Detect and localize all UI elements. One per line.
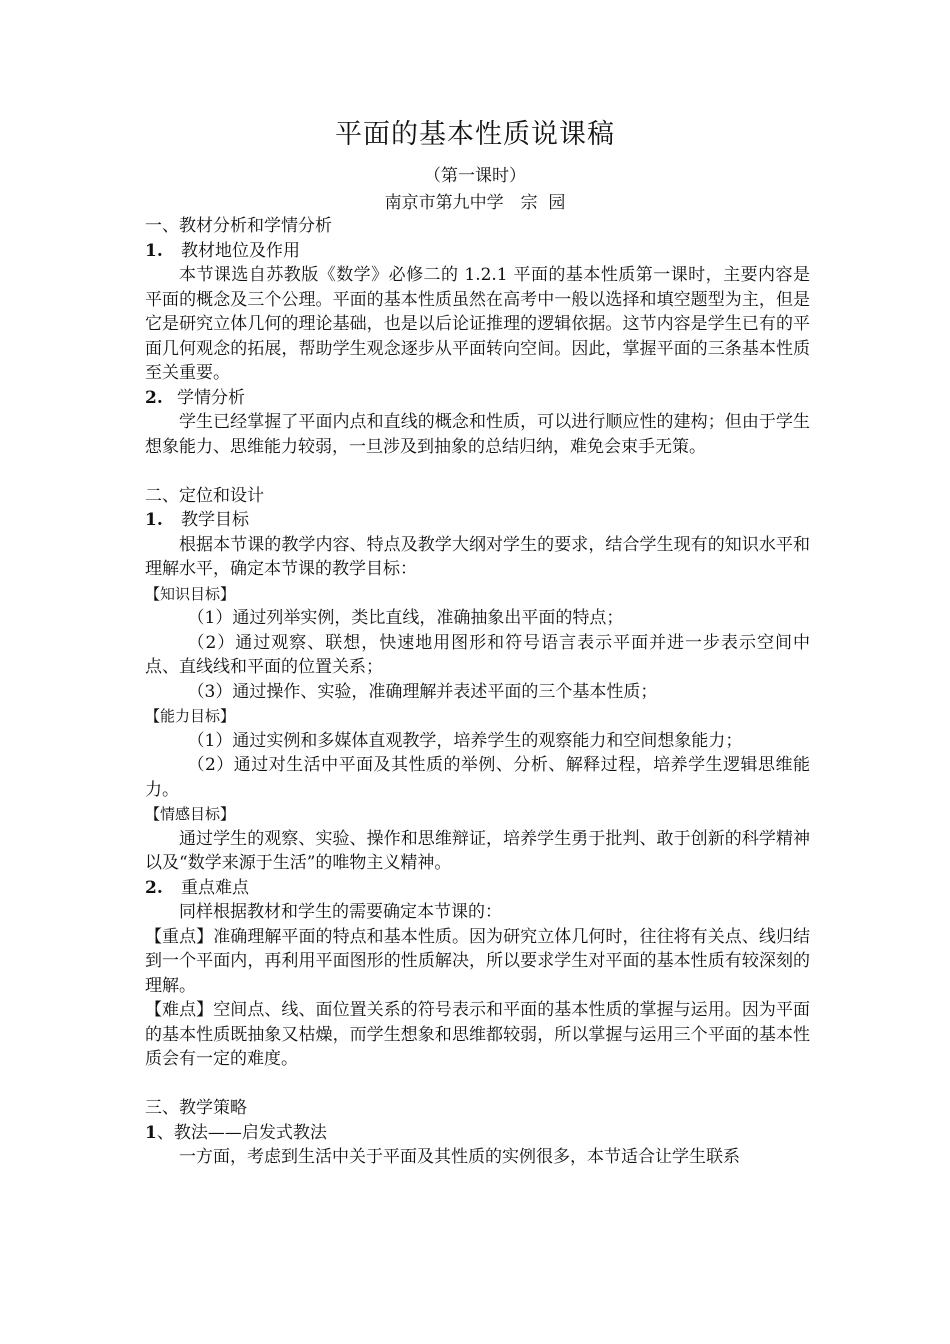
subsection-heading [145,876,810,901]
paragraph: 本节课选自苏教版《数学》必修二的 1.2.1 平面的基本性质第一课时，主要内容是平面的概念及三个公理。平面的基本性质虽然在高考中一般以选择和填空题型为主，但是它是研究立体几何的理论基础，也是以后论证推理的逻辑依据。这节内容是学生已有的平面几何观念的拓展，帮助学生观念逐步从平面转向空间。因此，掌握平面的三条基本性质至关重要。 [145,265,810,383]
subsection-heading [145,1121,810,1146]
subsection-number: 1. [145,240,163,261]
difficulty-paragraph: 【难点】空间点、线、面位置关系的符号表示和平面的基本性质的掌握与运用。因为平面的基本性质既抽象又枯燥，而学生想象和思维都较弱，所以掌握与运用三个平面的基本性质会有一定的难度。 [145,1000,810,1069]
lesson-label: （第一课时） [424,166,526,186]
subsection-heading [145,239,810,264]
section-heading: 三、教学策略 [145,1098,247,1118]
subsection-number: 2. [145,877,163,898]
key-point-paragraph: 【重点】准确理解平面的特点和基本性质。因为研究立体几何时，往往将有关点、线归结到一个平面内，再利用平面图形的性质解决，所以要求学生对平面的基本性质有较深刻的理解。 [145,926,810,996]
subsection-heading [145,386,810,411]
emotion-goal-tag: 【情感目标】 [145,805,236,823]
subsection-title: 教材地位及作用 [181,240,300,261]
subsection-title: 重点难点 [181,877,249,898]
document-title: 平面的基本性质说课稿 [335,119,615,150]
subsection-title: 、教法——启发式教法 [156,1122,327,1143]
spacer [145,459,810,484]
knowledge-goal-tag: 【知识目标】 [145,584,236,603]
goal-item: （2）通过观察、联想，快速地用图形和符号语言表示平面并进一步表示空间中点、直线线和平面的位置关系； [145,632,810,677]
paragraph: 同样根据教材和学生的需要确定本节课的： [179,902,502,922]
paragraph: 学生已经掌握了平面内点和直线的概念和性质，可以进行顺应性的建构；但由于学生想象能力、思维能力较弱，一旦涉及到抽象的总结归纳，难免会束手无策。 [145,412,810,457]
paragraph: 根据本节课的教学内容、特点及教学大纲对学生的要求，结合学生现有的知识水平和理解水平，确定本节课的教学目标： [145,534,810,579]
subsection-number: 1 [145,1122,157,1143]
ability-goal-tag: 【能力目标】 [145,707,236,725]
subsection-number: 1. [145,510,163,530]
document-body [145,214,810,1170]
section-heading: 二、定位和设计 [145,485,264,506]
section-heading: 一、教材分析和学情分析 [145,216,332,236]
goal-item: （1）通过列举实例，类比直线，准确抽象出平面的特点； [187,608,624,628]
goal-item: （1）通过实例和多媒体直观教学，培养学生的观察能力和空间想象能力； [187,730,743,751]
goal-item: （3）通过操作、实验，准确理解并表述平面的三个基本性质； [187,681,658,702]
spacer [145,1072,810,1097]
author-line: 南京市第九中学 宗 园 [384,193,566,213]
subsection-heading [145,508,810,533]
subsection-title: 教学目标 [181,510,249,530]
subsection-number: 2. [145,387,163,408]
paragraph: 一方面，考虑到生活中关于平面及其性质的实例很多，本节适合让学生联系 [179,1147,740,1167]
subsection-title: 学情分析 [177,387,245,408]
paragraph: 通过学生的观察、实验、操作和思维辩证，培养学生勇于批判、敢于创新的科学精神以及“数学来源于生活”的唯物主义精神。 [145,828,810,873]
goal-item: （2）通过对生活中平面及其性质的举例、分析、解释过程，培养学生逻辑思维能力。 [145,755,810,800]
